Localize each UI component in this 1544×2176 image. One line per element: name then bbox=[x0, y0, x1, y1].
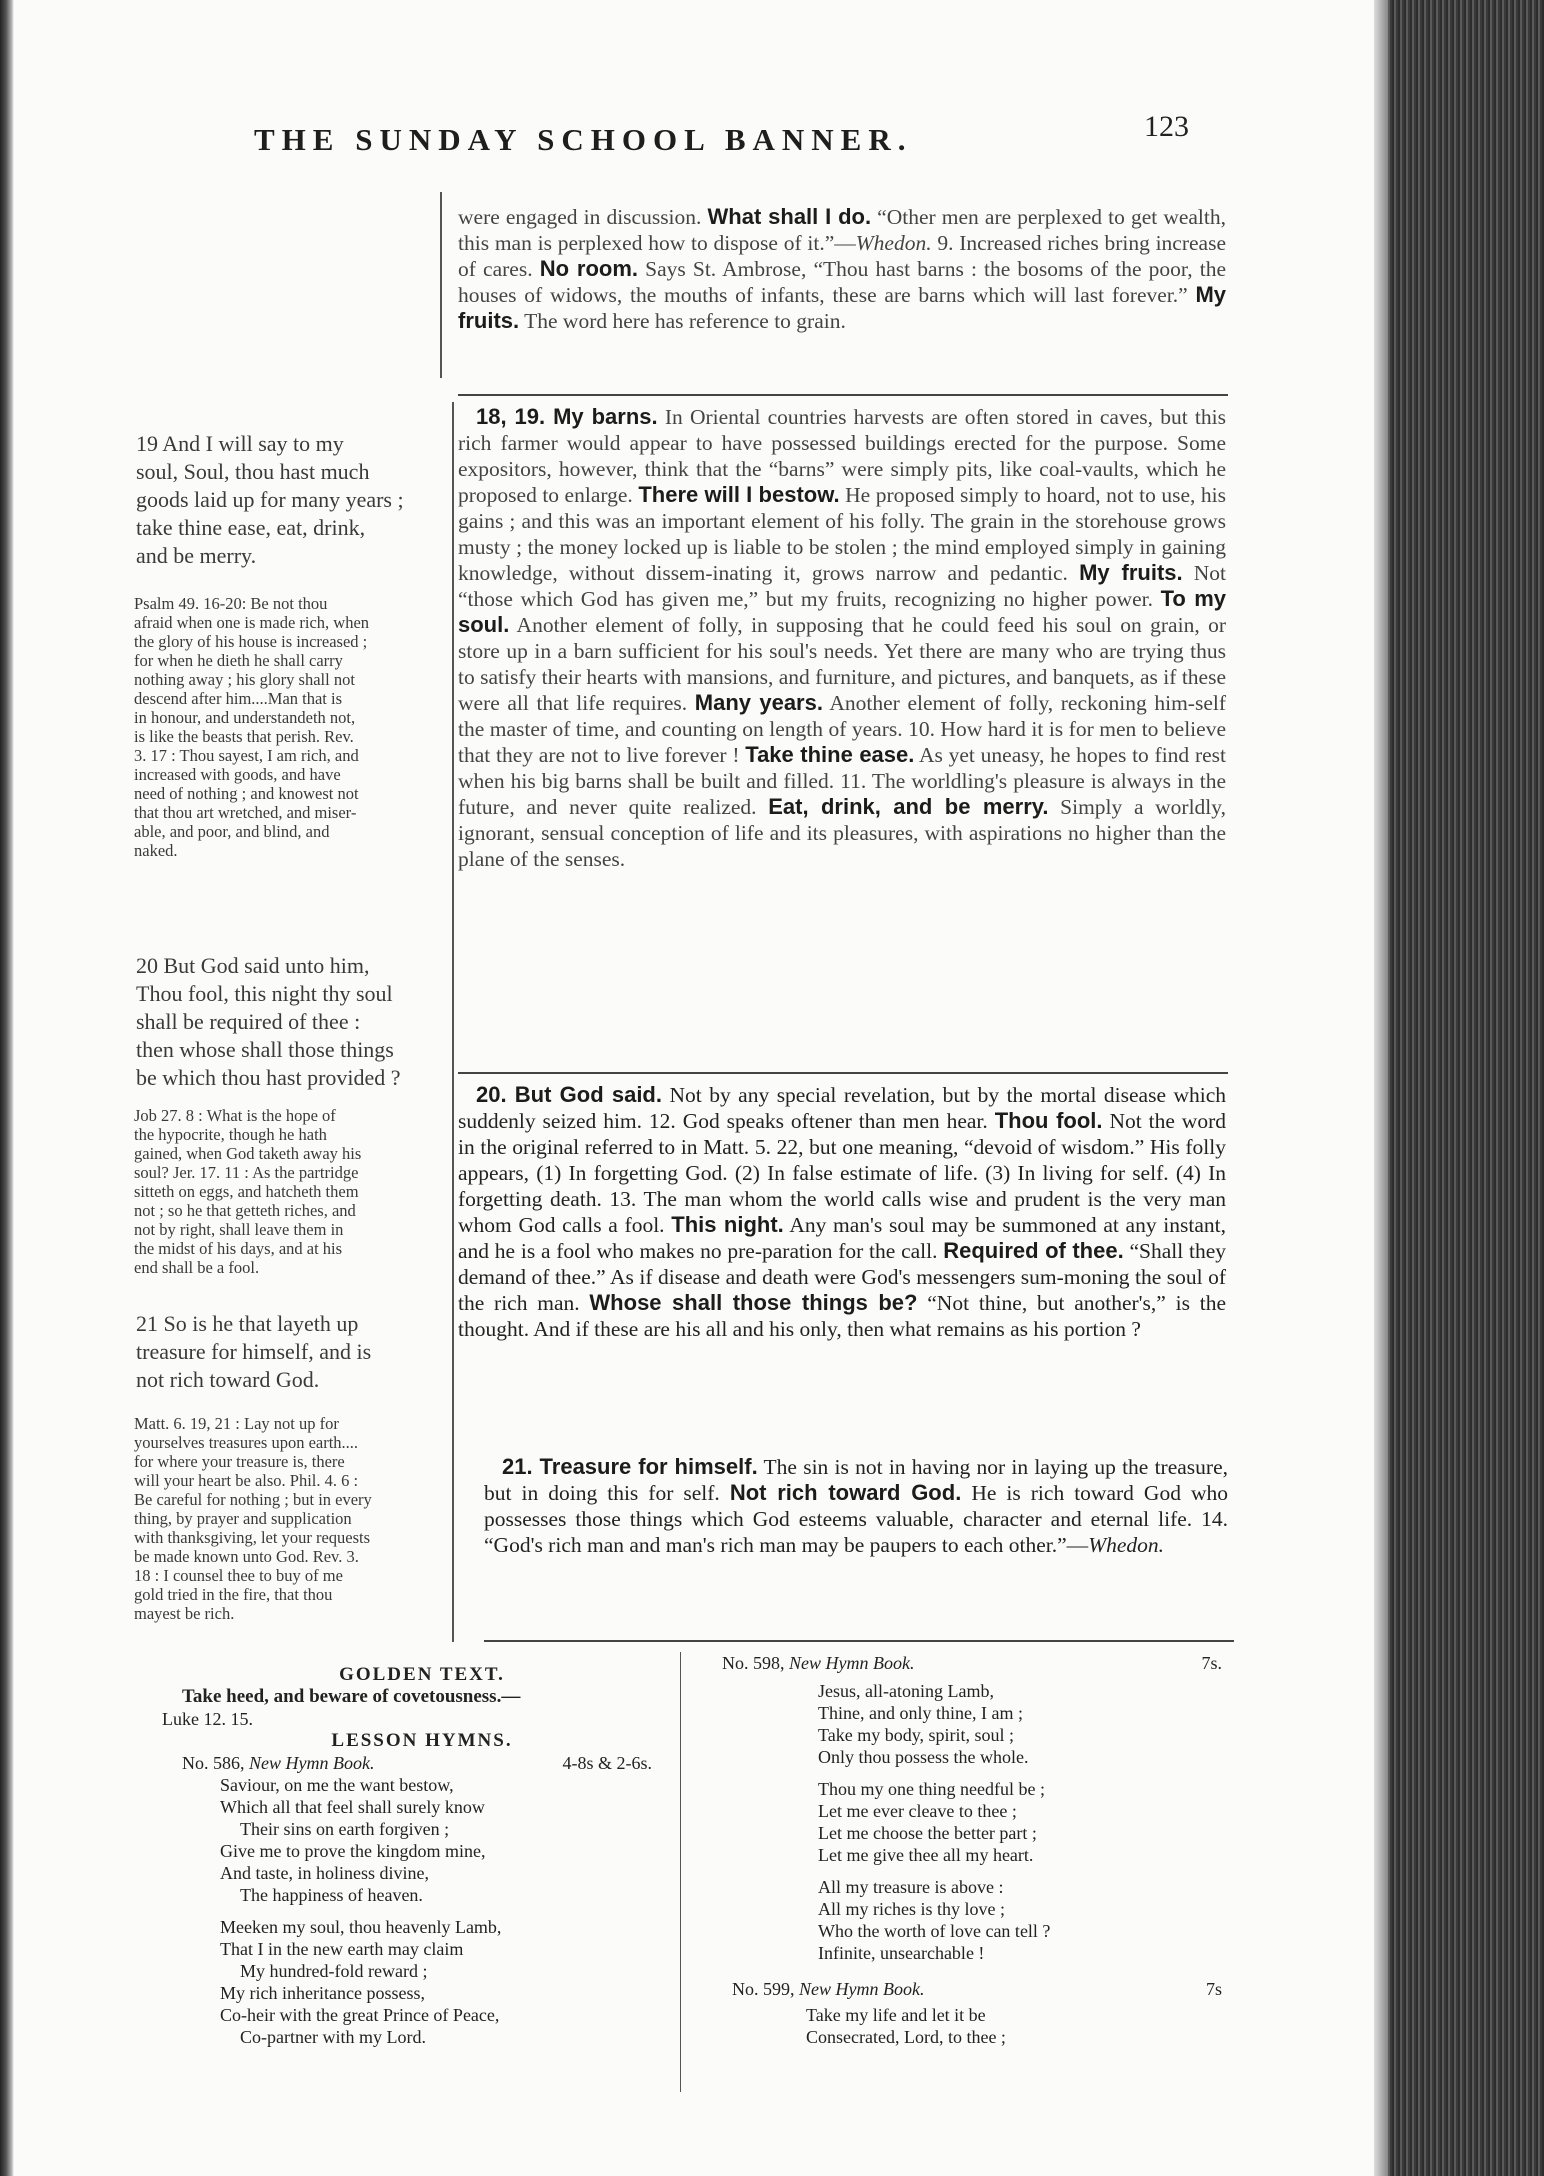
reference-21: Matt. 6. 19, 21 : Lay not up for yourselves treasures upon earth.... for where your treasure is, there will your heart be also. Phil. 4. 6 : Be careful for nothing ; but in every thing, by prayer and supplication with thanksgiving, let your requests be made known unto God. Rev. 3. 18 : I counsel thee to buy of me gold tried in the fire, that thou mayest be rich. bbox=[134, 1414, 372, 1623]
keyword: My fruits. bbox=[1079, 560, 1183, 585]
verse-20: 20 But God said unto him, Thou fool, this night thy soul shall be required of thee : then whose shall those things be which thou hast provided ? bbox=[136, 953, 401, 1090]
hymn-586-header: No. 586, New Hymn Book. 4-8s & 2-6s. bbox=[182, 1753, 652, 1773]
scan-left-edge bbox=[0, 0, 14, 2176]
keyword: What shall I do. bbox=[707, 204, 872, 229]
lesson-hymns-heading: LESSON HYMNS. bbox=[331, 1730, 513, 1751]
hymn-meter: 4-8s & 2-6s. bbox=[562, 1753, 652, 1773]
page bbox=[14, 0, 1374, 2176]
keyword: 18, 19. My barns. bbox=[476, 404, 658, 429]
keyword: 20. But God said. bbox=[476, 1082, 662, 1107]
keyword: My fruits. bbox=[458, 282, 1226, 333]
reference-20: Job 27. 8 : What is the hope of the hypocrite, though he hath gained, when God taketh away his soul? Jer. 17. 11 : As the partridge sitteth on eggs, and hatcheth them not ; so he that getteth riches, and not by right, shall leave them in the midst of his days, and at his end shall be a fool. bbox=[134, 1106, 362, 1277]
golden-text-heading: GOLDEN TEXT. bbox=[339, 1664, 505, 1685]
hymn-599-header: No. 599, New Hymn Book. 7s bbox=[732, 1979, 1222, 1999]
column-divider bbox=[452, 402, 454, 1642]
verse-text: 19 And I will say to my soul, Soul, thou hast much goods laid up for many years ; take thine ease, eat, drink, and be merry. bbox=[136, 431, 404, 568]
keyword: Required of thee. bbox=[943, 1238, 1124, 1263]
column-divider bbox=[440, 192, 442, 378]
hymn-586-text: Saviour, on me the want bestow, Which all that feel shall surely know Their sins on earth forgiven ; Give me to prove the kingdom mine, And taste, in holiness divine, The happiness of heaven. Meeken my soul, thou heavenly Lamb, That I in the new earth may claim My hundred-fold reward ; My rich inheritance possess, Co-heir with the great Prince of Peace, Co-partner with my Lord. bbox=[220, 1775, 502, 2047]
keyword: Thou fool. bbox=[994, 1108, 1103, 1133]
hymn-598-header: No. 598, New Hymn Book. 7s. bbox=[722, 1653, 1222, 1673]
keyword: There will I bestow. bbox=[638, 482, 840, 507]
commentary-verses-18-19: 18, 19. My barns. In Oriental countries harvests are often stored in caves, but this rich farmer would appear to have possessed buildings erected for the purpose. Some expositors, however, think that the “barns” were simply pits, like coal-vaults, which he proposed to enlarge. There will I bestow. He proposed simply to hoard, not to use, his gains ; and this was an important element of his folly. The grain in the storehouse grows musty ; the money locked up is liable to be stolen ; the mind employed simply in gaining knowledge, without dissem-inating it, grows narrow and pedantic. My fruits. Not “those which God has given me,” but my fruits, recognizing no higher power. To my soul. Another element of folly, in supposing that he could feed his soul on grain, or store up in a barn sufficient for his soul's needs. Yet there are many who are trying thus to satisfy their hearts with mansions, and furniture, and pictures, and banquets, as if these were all that life requires. Many years. Another element of folly, reckoning him-self the master of time, and counting on length of years. 10. How hard it is for men to believe that they are not to live forever ! Take thine ease. As yet uneasy, he hopes to find rest when his big barns shall be built and filled. 11. The worldling's pleasure is always in the future, and never quite realized. Eat, drink, and be merry. Simply a worldly, ignorant, sensual conception of life and its pleasures, with aspirations no higher than the plane of the senses. bbox=[458, 404, 1227, 871]
book-page-edges bbox=[1374, 0, 1544, 2176]
keyword: Whose shall those things be? bbox=[589, 1290, 918, 1315]
keyword: This night. bbox=[671, 1212, 784, 1237]
commentary-paragraph-1: were engaged in discussion. What shall I do. “Other men are perplexed to get wealth, this man is perplexed how to dispose of it.”—Whedon. 9. Increased riches bring increase of cares. No room. Says St. Ambrose, “Thou hast barns : the bosoms of the poor, the houses of widows, the mouths of infants, these are barns which will last forever.” My fruits. The word here has reference to grain. bbox=[458, 204, 1227, 333]
keyword: Eat, drink, and be merry. bbox=[768, 794, 1049, 819]
commentary-verse-21: 21. Treasure for himself. The sin is not in having nor in laying up the treasure, but in doing this for self. Not rich toward God. He is rich toward God who possesses those things which God esteems valuable, character and eternal life. 14. “God's rich man and man's rich man may be paupers to each other.”—Whedon. bbox=[484, 1454, 1228, 1557]
page-number: 123 bbox=[1144, 110, 1189, 143]
reference-19: Psalm 49. 16-20: Be not thou afraid when one is made rich, when the glory of his house is increased ; for when he dieth he shall carry nothing away ; his glory shall not descend after him....Man that is in honour, and understandeth not, is like the beasts that perish. Rev. 3. 17 : Thou sayest, I am rich, and increased with goods, and have need of nothing ; and knowest not that thou art wretched, and miser- able, and poor, and blind, and naked. bbox=[134, 594, 370, 860]
verse-21: 21 So is he that layeth up treasure for himself, and is not rich toward God. bbox=[136, 1311, 372, 1392]
hymn-meter: 7s. bbox=[1201, 1653, 1222, 1673]
keyword: Not rich toward God. bbox=[729, 1480, 962, 1505]
section-divider bbox=[484, 1640, 1234, 1642]
golden-text: Take heed, and beware of covetousness.— bbox=[182, 1686, 521, 1707]
keyword: No room. bbox=[539, 256, 639, 281]
commentary-verse-20: 20. But God said. Not by any special revelation, but by the mortal disease which suddenly seized him. 12. God speaks oftener than men hear. Thou fool. Not the word in the original referred to in Matt. 5. 22, but one meaning, “devoid of wisdom.” His folly appears, (1) In forgetting God. (2) In false estimate of life. (3) In living for self. (4) In forgetting death. 13. The man whom the world calls wise and prudent is the very man whom God calls a fool. This night. Any man's soul may be summoned at any instant, and he is a fool who makes no pre-paration for the call. Required of thee. “Shall they demand of thee.” As if disease and death were God's messengers sum-moning the soul of the rich man. Whose shall those things be? “Not thine, but another's,” is the thought. And if these are his all and his only, then what remains as his portion ? bbox=[458, 1082, 1227, 1341]
verse-19 bbox=[122, 430, 448, 570]
golden-text-reference: Luke 12. 15. bbox=[162, 1709, 253, 1729]
section-divider bbox=[458, 1072, 1228, 1074]
keyword: 21. Treasure for himself. bbox=[502, 1454, 758, 1479]
running-header: THE SUNDAY SCHOOL BANNER. bbox=[254, 122, 913, 157]
hymn-meter: 7s bbox=[1205, 1979, 1222, 1999]
hymns-right-section bbox=[722, 1652, 1222, 2048]
section-divider bbox=[458, 394, 1228, 396]
keyword: Many years. bbox=[694, 690, 823, 715]
keyword: To my soul. bbox=[458, 586, 1227, 637]
keyword: Take thine ease. bbox=[745, 742, 915, 767]
golden-text-section bbox=[162, 1664, 682, 2048]
hymn-599-text: Take my life and let it be Consecrated, Lord, to thee ; bbox=[806, 2005, 1006, 2047]
hymn-598-text: Jesus, all-atoning Lamb, Thine, and only thine, I am ; Take my body, spirit, soul ; Only thou possess the whole. Thou my one thing needful be ; Let me ever cleave to thee ; Let me choose the better part ; Let me give thee all my heart. All my treasure is above : All my riches is thy love ; Who the worth of love can tell ? Infinite, unsearchable ! bbox=[818, 1681, 1051, 1963]
